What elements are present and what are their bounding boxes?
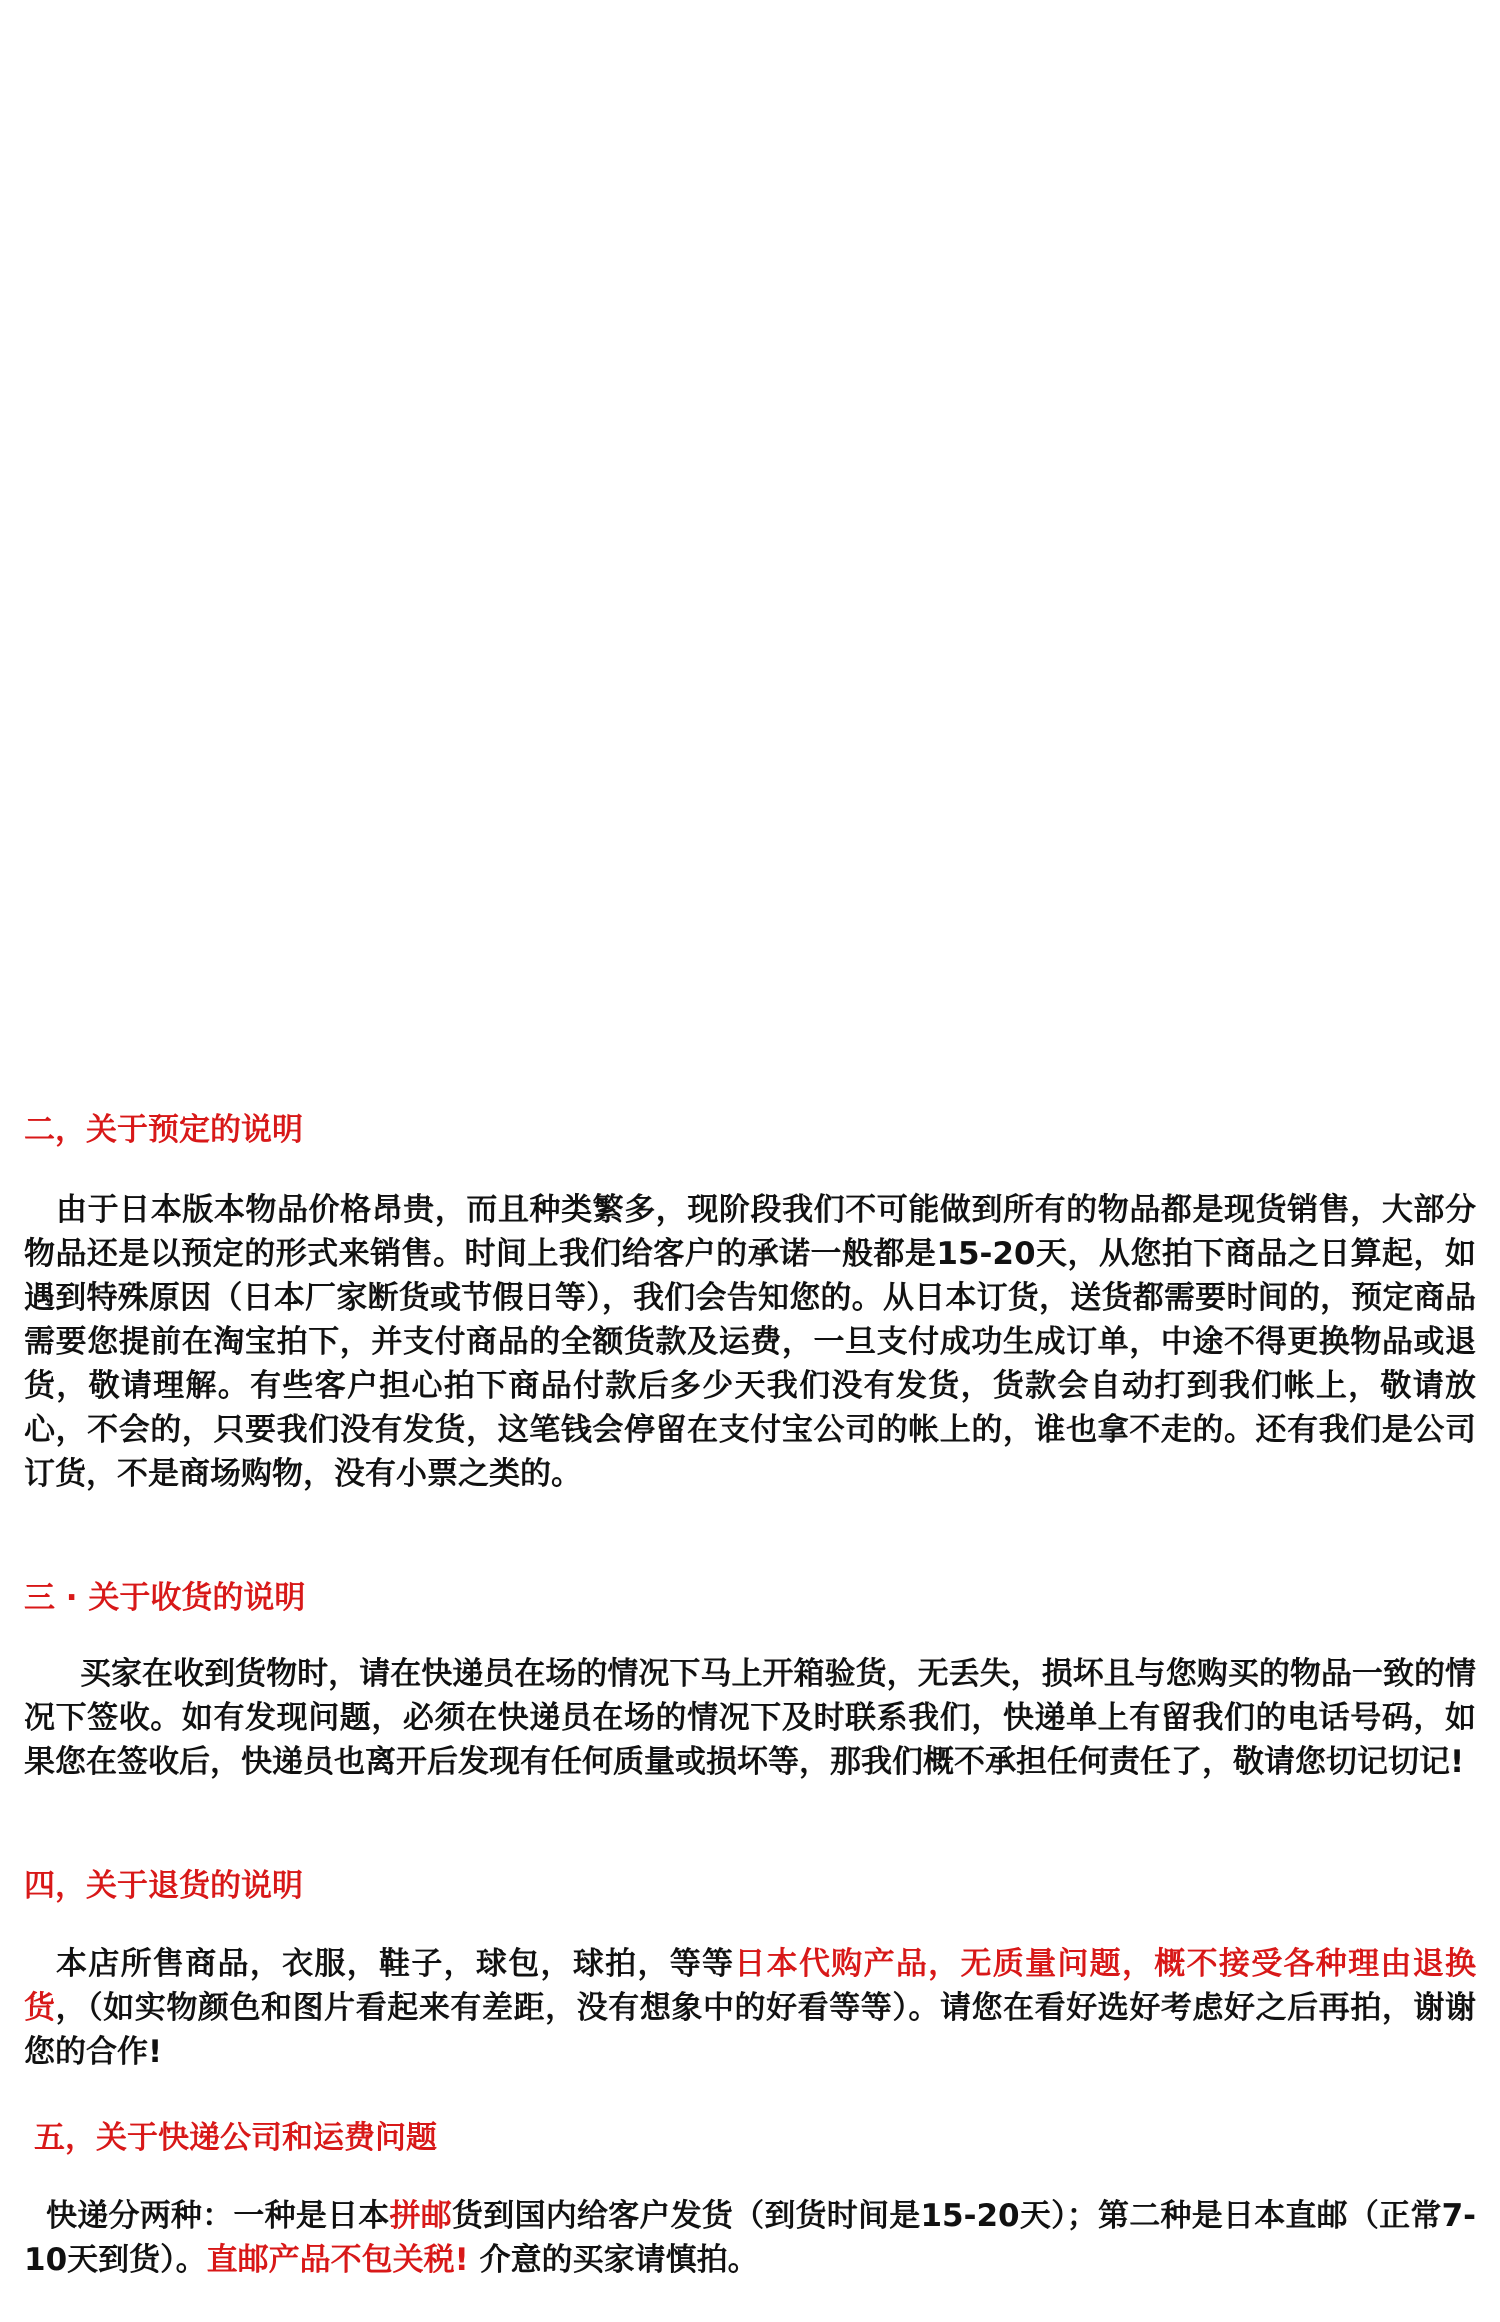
paragraph-text: 快递分两种：一种是日本 <box>46 2198 390 2234</box>
paragraph-text: 买家在收到货物时，请在快递员在场的情况下马上开箱验货，无丢失，损坏且与您购买的物品一致的情况下签收。如有发现问题，必须在快递员在场的情况下及时联系我们，快递单上有留我们的电话号码，如果您在签收后，快递员也离开后发现有任何质量或损坏等，那我们概不承担任何责任了，敬请您切记切记! <box>24 1656 1476 1780</box>
paragraph-text: 介意的买家请慎拍。 <box>468 2242 759 2278</box>
section-heading-preorder: 二，关于预定的说明 <box>24 1112 303 1148</box>
section-paragraph-returns <box>24 1942 1476 2074</box>
paragraph-text: ，（如实物颜色和图片看起来有差距，没有想象中的好看等等）。请您在看好选好考虑好之后再拍，谢谢您的合作! <box>24 1990 1477 2070</box>
section-heading-returns: 四，关于退货的说明 <box>24 1868 303 1904</box>
paragraph-emphasis: 日本代购产品，无质量问题，概不接受各种理由退换货 <box>24 1946 1477 2026</box>
section-paragraph-shipping <box>24 2194 1476 2282</box>
section-heading-receiving: 三 · 关于收货的说明 <box>24 1580 306 1616</box>
paragraph-text: 由于日本版本物品价格昂贵，而且种类繁多，现阶段我们不可能做到所有的物品都是现货销售，大部分物品还是以预定的形式来销售。时间上我们给客户的承诺一般都是15-20天，从您拍下商品之日算起，如遇到特殊原因（日本厂家断货或节假日等），我们会告知您的。从日本订货，送货都需要时间的，预定商品需要您提前在淘宝拍下，并支付商品的全额货款及运费，一旦支付成功生成订单，中途不得更换物品或退货，敬请理解。有些客户担心拍下商品付款后多少天我们没有发货，货款会自动打到我们帐上，敬请放心，不会的，只要我们没有发货，这笔钱会停留在支付宝公司的帐上的，谁也拿不走的。还有我们是公司订货，不是商场购物，没有小票之类的。 <box>24 1192 1476 1492</box>
paragraph-emphasis: 拼邮 <box>389 2198 453 2234</box>
section-paragraph-receiving <box>24 1652 1476 1784</box>
paragraph-emphasis: 直邮产品不包关税! <box>206 2242 469 2278</box>
section-paragraph-preorder <box>24 1188 1476 1496</box>
paragraph-text: 货到国内给客户发货（到货时间是15-20天）；第二种是日本直邮（正常7-10天到货）。 <box>24 2198 1477 2278</box>
section-heading-shipping: 五，关于快递公司和运费问题 <box>34 2120 437 2156</box>
paragraph-text: 本店所售商品，衣服，鞋子，球包，球拍，等等 <box>56 1946 735 1982</box>
blank-image-area <box>0 0 1500 1090</box>
